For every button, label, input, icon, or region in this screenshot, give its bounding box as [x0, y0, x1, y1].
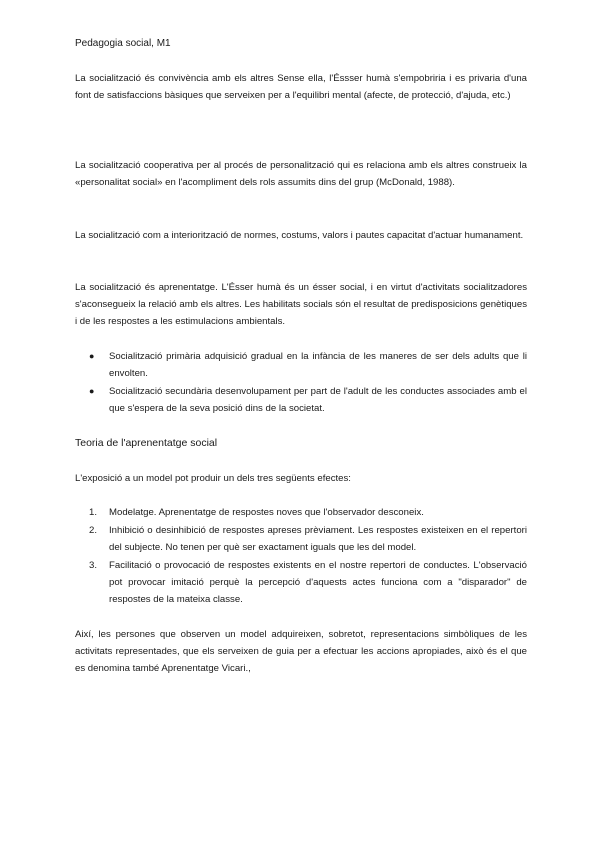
list-item-text: Socialització primària adquisició gradual en la infància de les maneres de ser dels adults que li envolten. [109, 351, 527, 379]
list-number: 2. [89, 525, 98, 536]
list-item-text: Facilitació o provocació de respostes existents en el nostre repertori de conductes. L'observació pot provocar imitació perquè la percepció d'aquests actes funciona com a "disparador" de respostes de la mateixa classe. [109, 560, 527, 605]
list-item-text: Modelatge. Aprenentatge de respostes noves que l'observador desconeix. [109, 507, 424, 518]
paragraph-cooperative-socialization: La socialització cooperativa per al procés de personalització qui es relaciona amb els altres construeix la «personalitat social» en l'acompliment dels rols assumits dins del grup (McDonald, 1988). [75, 160, 527, 188]
list-item-text: Socialització secundària desenvolupament per part de l'adult de les conductes associades amb el que s'espera de la seva posició dins de la societat. [109, 386, 527, 414]
list-item [75, 522, 527, 556]
paragraph-conclusion: Així, les persones que observen un model adquireixen, sobretot, representacions simbòliques de les activitats representades, que els serveixen de guia per a efectuar les accions apropiades, això és el que es denomina també Aprenentatge Vicari., [75, 629, 527, 674]
bullet-icon: ● [89, 351, 95, 361]
effects-list [75, 504, 527, 609]
intro-line: L'exposició a un model pot produir un dels tres següents efectes: [75, 473, 351, 484]
page-header: Pedagogia social, M1 [75, 38, 171, 49]
list-number: 3. [89, 560, 98, 571]
bullet-icon: ● [89, 386, 95, 396]
list-item [75, 383, 527, 417]
list-number: 1. [89, 507, 98, 518]
paragraph-socialization-coexistence: La socialització és convivència amb els altres Sense ella, l'Éssser humà s'empobriria i es privaria d'una font de satisfaccions bàsiques que serveixen per a l'equilibri mental (afecte, de protecció, d'ajuda, etc.) [75, 73, 527, 101]
list-item-text: Inhibició o desinhibició de respostes apreses prèviament. Les respostes existeixen en el repertori del subjecte. No tenen per què ser exactament iguals que les del model. [109, 525, 527, 553]
list-item [75, 557, 527, 608]
list-item [75, 504, 527, 521]
paragraph-internalization: La socialització com a interiorització de normes, costums, valors i pautes capacitat d'actuar humanament. [75, 230, 524, 241]
socialization-types-list [75, 348, 527, 418]
list-item [75, 348, 527, 382]
section-heading: Teoria de l'aprenentatge social [75, 437, 218, 449]
paragraph-learning: La socialització és aprenentatge. L'Ésser humà és un ésser social, i en virtut d'activitats socialitzadores s'aconsegueix la relació amb els altres. Les habilitats socials són el resultat de predisposicions genètiques i de les respostes a les estimulacions ambientals. [75, 282, 527, 327]
